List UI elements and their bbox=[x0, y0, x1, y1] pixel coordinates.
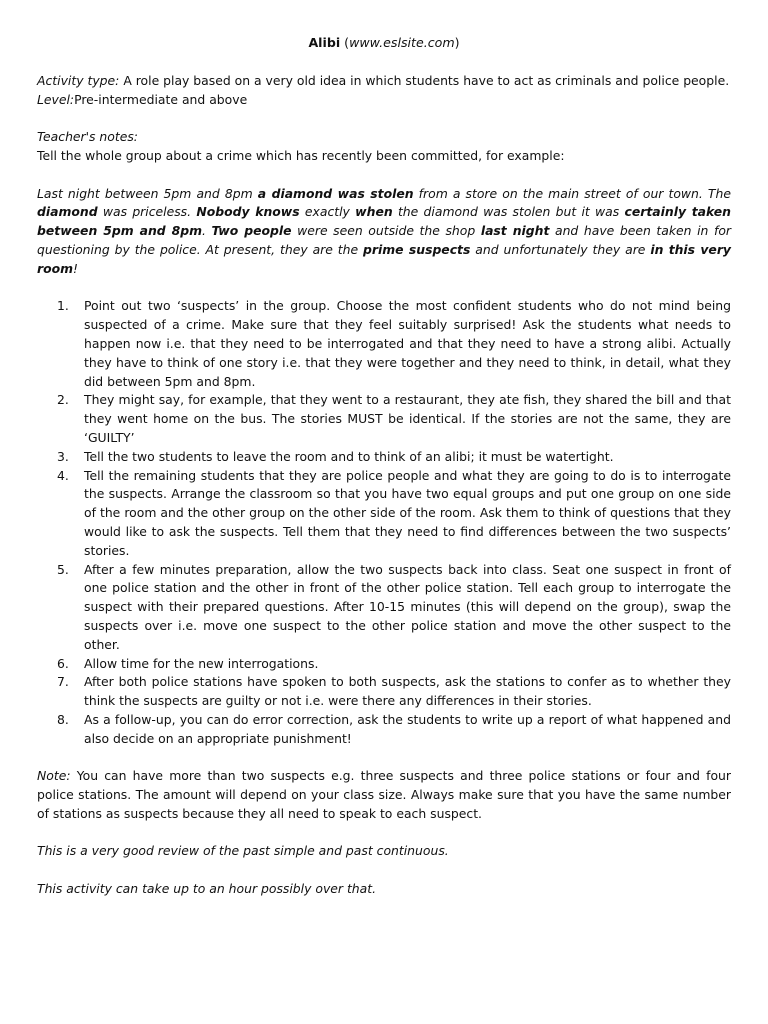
story-emphasis: certainly taken between 5pm and 8pm bbox=[37, 204, 732, 239]
list-item bbox=[37, 448, 731, 467]
story-text: was priceless. bbox=[97, 204, 197, 220]
story-text: ! bbox=[73, 260, 79, 276]
activity-type-text: A role play based on a very old idea in which students have to act as criminals and police people. bbox=[123, 72, 730, 88]
story-text: from a store on the main street of our town. The bbox=[413, 185, 731, 201]
step-text: Tell the two students to leave the room and to think of an alibi; it must be watertight. bbox=[84, 448, 614, 464]
teachers-notes-intro: Tell the whole group about a crime which has recently been committed, for example: bbox=[37, 147, 565, 163]
list-item bbox=[37, 561, 731, 655]
step-text: After a few minutes preparation, allow the two suspects back into class. Seat one suspect in front of one police station and the other in front of the other police station. Tell each group to interrogate the suspect with their prepared questions. After 10-15 minutes (this will depend on the group), swap the suspects over i.e. move one suspect to the other police station and move the other suspect to the other. bbox=[84, 561, 731, 652]
step-number: 5. bbox=[57, 561, 69, 577]
note-paragraph bbox=[37, 767, 731, 823]
story-text: exactly bbox=[299, 204, 356, 220]
list-item bbox=[37, 297, 731, 391]
story-text: Last night between 5pm and 8pm bbox=[37, 185, 258, 201]
step-text: As a follow-up, you can do error correction, ask the students to write up a report of what happened and also decide on an appropriate punishment! bbox=[84, 711, 731, 746]
list-item bbox=[37, 391, 731, 447]
story-text: the diamond was stolen but it was bbox=[392, 204, 625, 220]
story-emphasis: last night bbox=[480, 223, 550, 239]
note-text: You can have more than two suspects e.g. three suspects and three police stations or four and four police stations. The amount will depend on your class size. Always make sure that you have the same number of stations as suspects because they all need to speak to each suspect. bbox=[37, 768, 731, 821]
step-text: Point out two ‘suspects’ in the group. Choose the most confident students who do not mind being suspected of a crime. Make sure that they feel suitably surprised! Ask the students what needs to happen now i.e. that they need to be interrogated and that they need to have a strong alibi. Actually they have to think of one story i.e. that they were together and they need to think, in detail, what they did between 5pm and 8pm. bbox=[84, 298, 731, 389]
title-url: www.eslsite.com bbox=[349, 35, 455, 50]
list-item bbox=[37, 467, 731, 561]
note-label: Note: bbox=[37, 768, 71, 784]
step-text: Allow time for the new interrogations. bbox=[84, 655, 319, 671]
story-text: were seen outside the shop bbox=[291, 223, 481, 239]
step-number: 3. bbox=[57, 448, 69, 464]
teachers-notes-label-text: Teacher's notes: bbox=[37, 129, 138, 145]
story-emphasis: prime suspects bbox=[363, 241, 471, 257]
story-text: . bbox=[202, 223, 212, 239]
duration-line: This activity can take up to an hour possibly over that. bbox=[37, 881, 377, 897]
story-emphasis: a diamond was stolen bbox=[257, 185, 414, 201]
step-text: They might say, for example, that they went to a restaurant, they ate fish, they shared the bill and that they went home on the bus. The stories MUST be identical. If the stories are not the same, they are ‘GUILTY’ bbox=[84, 392, 731, 445]
step-number: 2. bbox=[57, 392, 69, 408]
story-text: and unfortunately they are bbox=[470, 241, 651, 257]
crime-story bbox=[37, 185, 731, 279]
teachers-notes-label bbox=[37, 128, 731, 147]
step-text: Tell the remaining students that they are police people and what they are going to do is to interrogate the suspects. Arrange the classroom so that you have two equal groups and put one group on one side of the room and the other group on the other side of the room. Ask them to think of questions that they would like to ask the suspects. Tell them that they need to find differences between the two suspects’ stories. bbox=[84, 467, 731, 558]
step-number: 6. bbox=[57, 655, 69, 671]
story-emphasis: when bbox=[355, 204, 393, 220]
list-item bbox=[37, 673, 731, 711]
list-item bbox=[37, 655, 731, 674]
activity-type bbox=[37, 72, 731, 91]
page-title: Alibi (www.eslsite.com) bbox=[308, 35, 460, 50]
review-line: This is a very good review of the past simple and past continuous. bbox=[37, 843, 449, 859]
document-page bbox=[37, 34, 731, 899]
activity-type-label: Activity type: bbox=[37, 72, 120, 88]
step-text: After both police stations have spoken to both suspects, ask the stations to confer as to whether they think the suspects are guilty or not i.e. were there any differences in their stories. bbox=[84, 674, 731, 709]
story-emphasis: Nobody knows bbox=[196, 204, 300, 220]
steps-list bbox=[37, 297, 731, 748]
level bbox=[37, 91, 731, 110]
list-item bbox=[37, 711, 731, 749]
level-text: Pre-intermediate and above bbox=[74, 91, 248, 107]
story-emphasis: in this very room bbox=[37, 241, 732, 276]
story-emphasis: Two people bbox=[211, 223, 292, 239]
story-emphasis: diamond bbox=[37, 204, 98, 220]
step-number: 4. bbox=[57, 467, 69, 483]
level-label: Level: bbox=[37, 91, 75, 107]
step-number: 1. bbox=[57, 298, 69, 314]
step-number: 8. bbox=[57, 711, 69, 727]
title-text: Alibi bbox=[308, 35, 341, 50]
step-number: 7. bbox=[57, 674, 69, 690]
story-text: and have been taken in for questioning by the police. At present, they are the bbox=[37, 223, 732, 257]
